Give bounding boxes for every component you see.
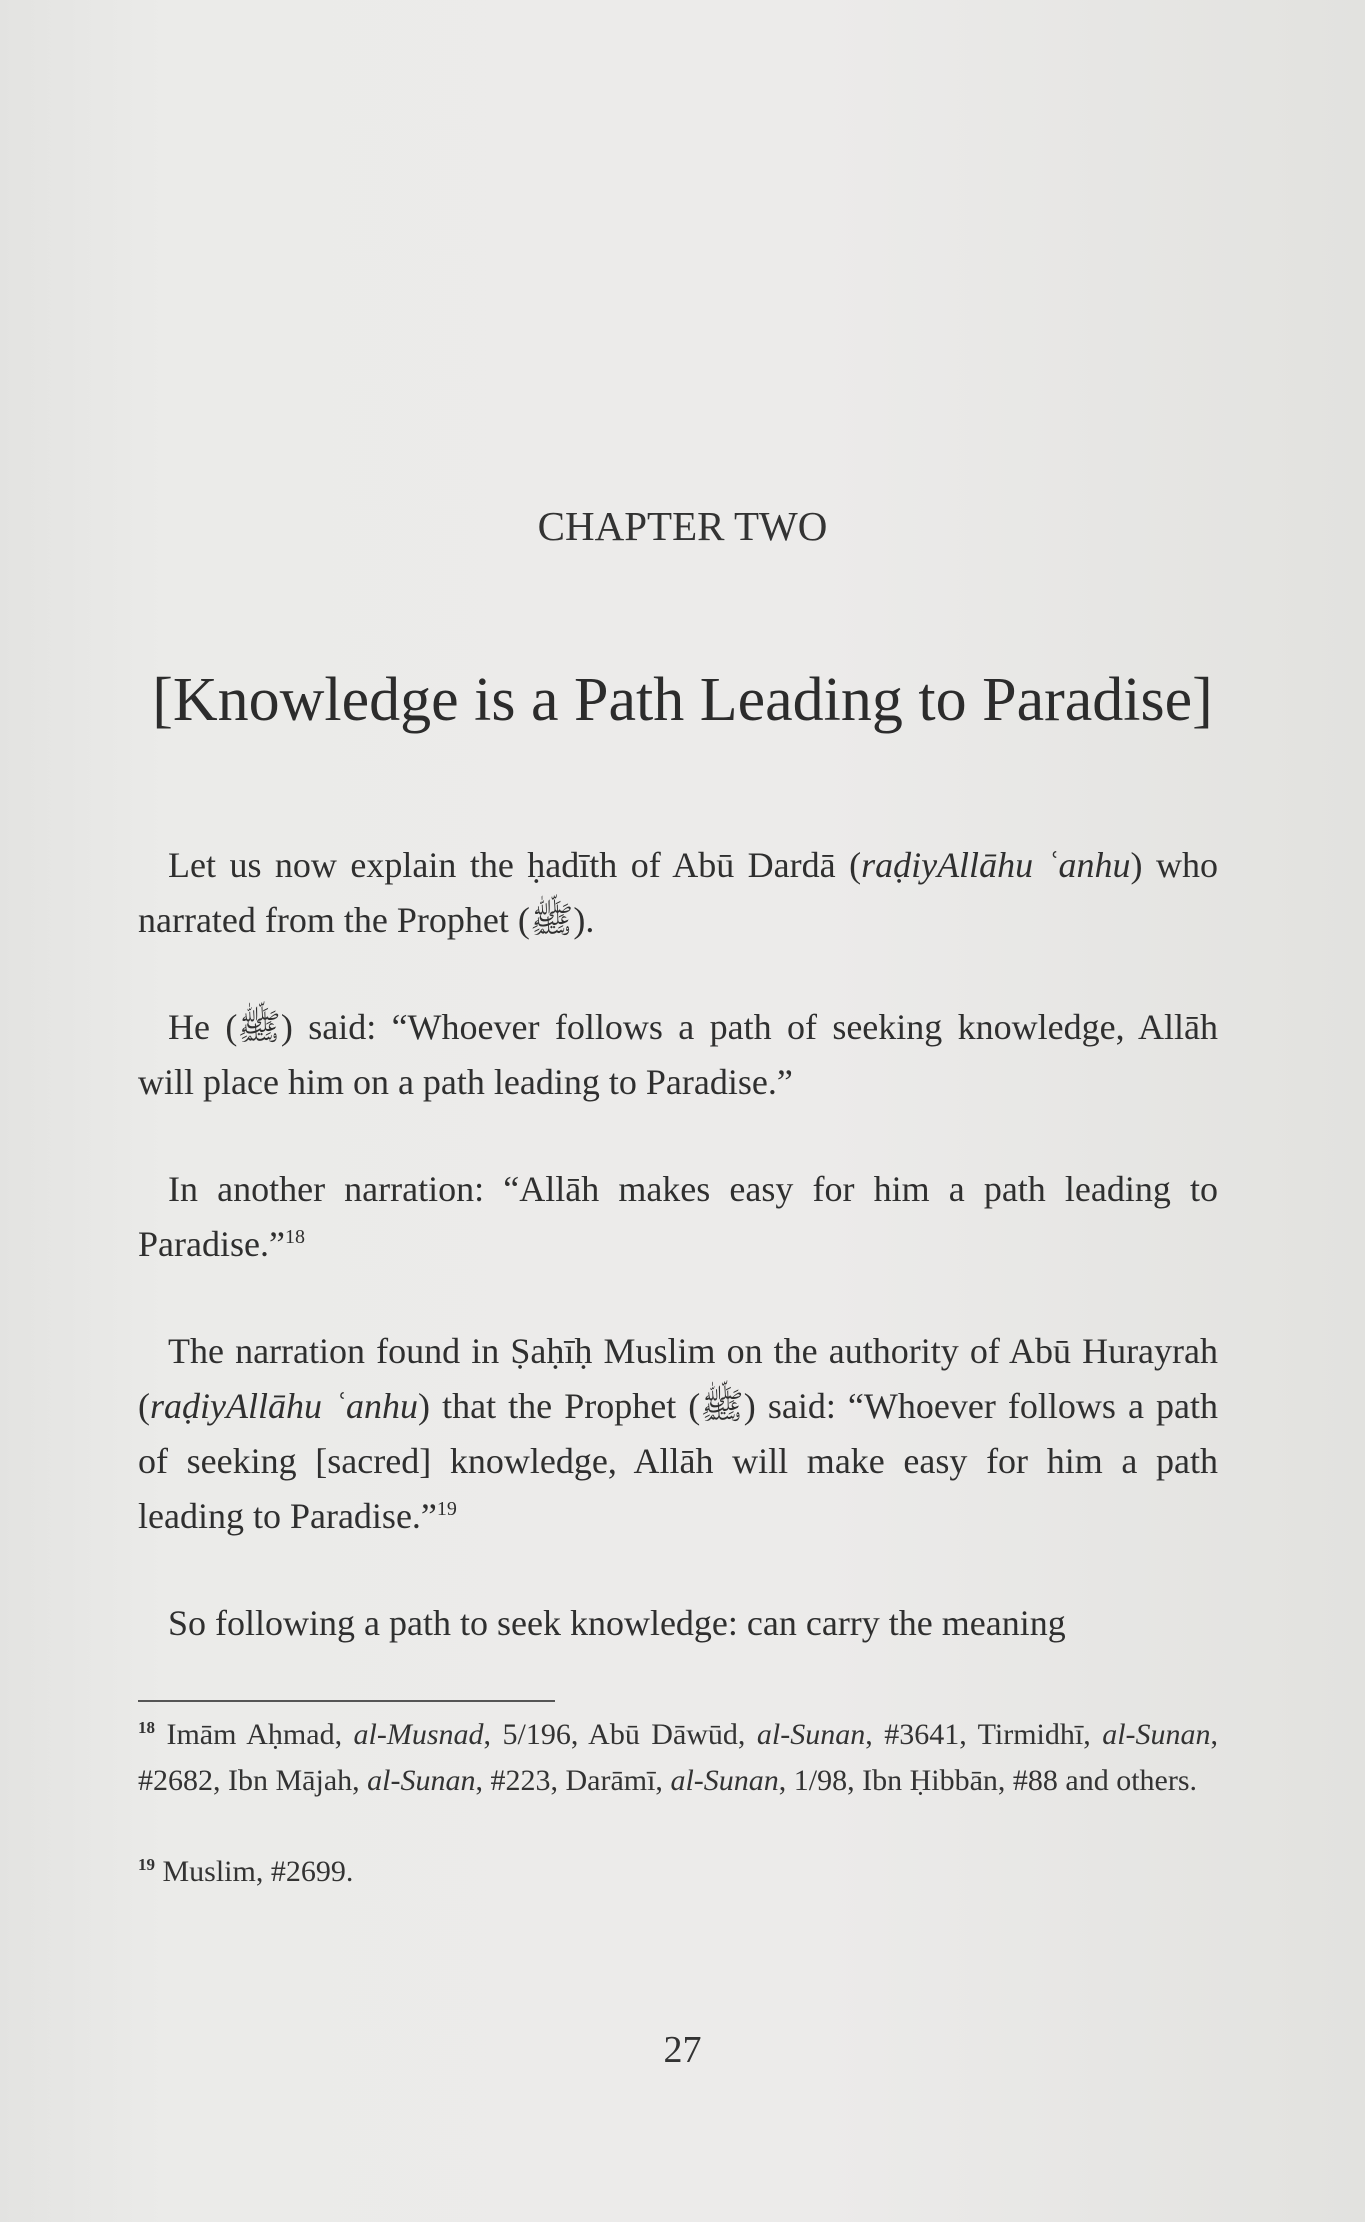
footnote-text: Imām Aḥmad,	[166, 1718, 354, 1751]
footnote-italic-title: al-Sunan	[367, 1764, 476, 1797]
honorific-italic: raḍiyAllāhu ʿanhu	[861, 845, 1131, 885]
footnote-text: , #223, Darāmī,	[475, 1764, 671, 1797]
footnote-divider	[138, 1700, 555, 1702]
footnote-italic-title: al-Sunan	[670, 1764, 779, 1797]
paragraph-4: The narration found in Ṣaḥīḥ Muslim on the authority of Abū Hurayrah (raḍiyAllāhu ʿanhu) that the Prophet (ﷺ) said: “Whoever follows a path of seeking [sacred] knowledge, Allāh will make easy for him a path leading to Paradise.”$^{19}$	[138, 1331, 1218, 1536]
footnote-number: 19	[138, 1855, 155, 1874]
footnote-italic-title: al-Sunan	[1102, 1718, 1211, 1751]
footnote-18	[138, 1712, 1218, 1804]
footnote-ref-18: 18	[284, 1226, 305, 1248]
footnote-number: 18	[138, 1718, 155, 1737]
footnote-ref-19: 19	[436, 1498, 457, 1520]
footnote-text: , #3641, Tirmidhī,	[865, 1718, 1103, 1751]
paragraph-5: So following a path to seek knowledge: can carry the meaning	[168, 1603, 1066, 1643]
footnote-italic-title: al-Sunan	[756, 1718, 866, 1751]
chapter-title: [Knowledge is a Path Leading to Paradise]	[152, 666, 1213, 734]
honorific-italic: raḍiyAllāhu ʿanhu	[150, 1386, 419, 1426]
paragraph-1: Let us now explain the ḥadīth of Abū Dardā (raḍiyAllāhu ʿanhu) who narrated from the Prophet (ﷺ).	[138, 845, 1218, 940]
footnote-text: , #2682, Ibn Mājah,	[138, 1718, 1219, 1797]
paragraph-2: He (ﷺ) said: “Whoever follows a path of seeking knowledge, Allāh will place him on a path leading to Paradise.”	[138, 1007, 1218, 1102]
footnote-italic-title: al-Musnad	[353, 1718, 484, 1751]
body-text	[138, 838, 1218, 1703]
footnote-19	[138, 1849, 1218, 1895]
footnote-text: , 1/98, Ibn Ḥibbān, #88 and others.	[778, 1764, 1198, 1797]
page-number: 27	[663, 2029, 702, 2071]
chapter-label: CHAPTER TWO	[537, 503, 828, 549]
paragraph-3: In another narration: “Allāh makes easy for him a path leading to Paradise.”$^{18}$	[138, 1169, 1218, 1264]
footnotes	[138, 1712, 1218, 1940]
footnote-text: Muslim, #2699.	[162, 1855, 354, 1888]
footnote-text: , 5/196, Abū Dāwūd,	[483, 1718, 757, 1751]
